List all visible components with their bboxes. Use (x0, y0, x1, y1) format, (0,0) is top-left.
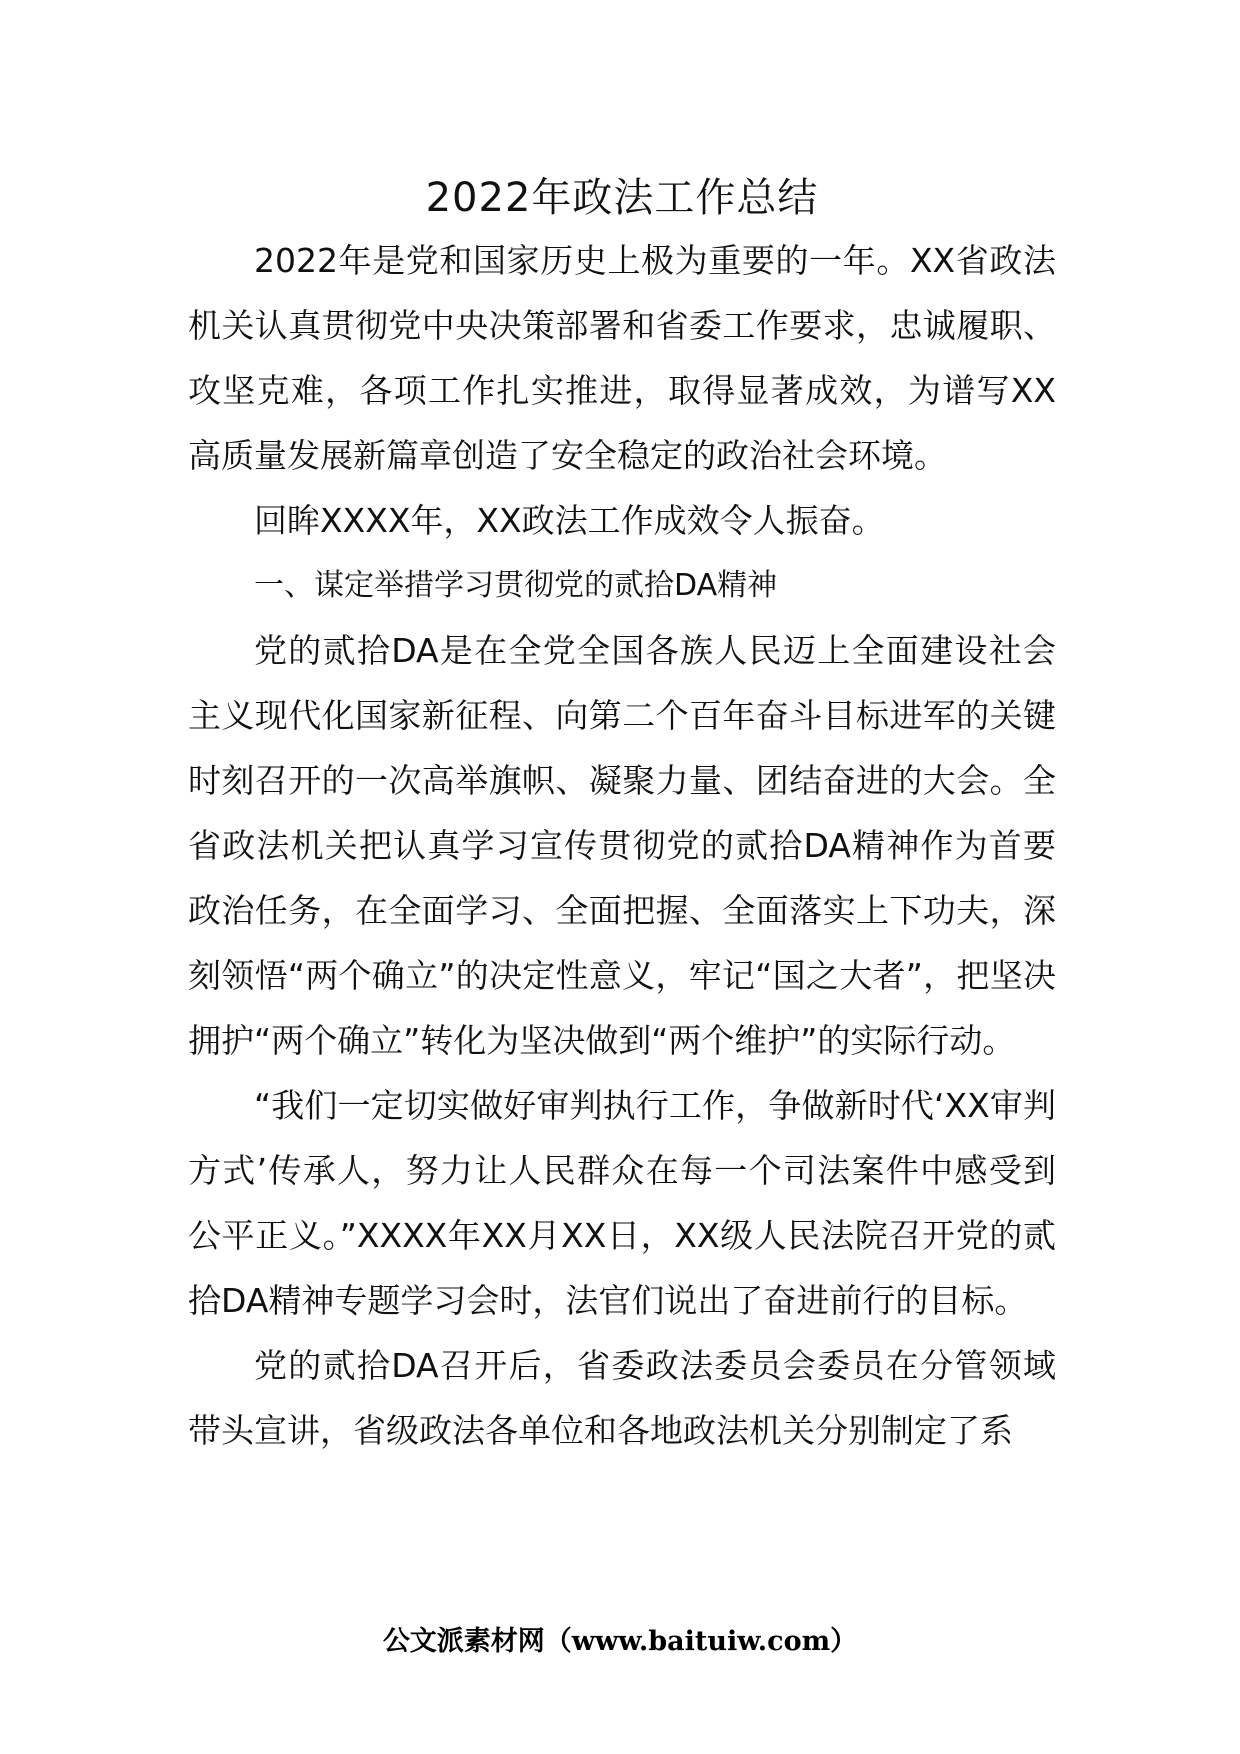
section-heading: 一、谋定举措学习贯彻党的贰拾DA精神 (254, 568, 778, 603)
section-paragraph-1: 党的贰拾DA是在全党全国各族人民迈上全面建设社会主义现代化国家新征程、向第二个百年奋斗目标进军的关键时刻召开的一次高举旗帜、凝聚力量、团结奋进的大会。全省政法机关把认真学习宣传贯彻党的贰拾DA精神作为首要政治任务，在全面学习、全面把握、全面落实上下功夫，深刻领悟“两个确立”的决定性意义，牢记“国之大者”，把坚决拥护“两个确立”转化为坚决做到“两个维护”的实际行动。 (188, 631, 1056, 1060)
document-title: 2022年政法工作总结 (425, 175, 819, 221)
document-body (188, 168, 1056, 1463)
intro-paragraph-1: 2022年是党和国家历史上极为重要的一年。XX省政法机关认真贯彻党中央决策部署和省委工作要求，忠诚履职、攻坚克难，各项工作扎实推进，取得显著成效，为谱写XX高质量发展新篇章创造了安全稳定的政治社会环境。 (188, 241, 1056, 475)
footer-watermark: 公文派素材网（www.baituiw.com） (382, 1626, 858, 1657)
intro-paragraph-2: 回眸XXXX年，XX政法工作成效令人振奋。 (254, 501, 885, 540)
section-paragraph-2: “我们一定切实做好审判执行工作，争做新时代‘XX审判方式’传承人，努力让人民群众在每一个司法案件中感受到公平正义。”XXXX年XX月XX日，XX级人民法院召开党的贰拾DA精神专题学习会时，法官们说出了奋进前行的目标。 (188, 1086, 1056, 1320)
section-paragraph-3: 党的贰拾DA召开后，省委政法委员会委员在分管领域带头宣讲，省级政法各单位和各地政法机关分别制定了系 (188, 1346, 1056, 1450)
